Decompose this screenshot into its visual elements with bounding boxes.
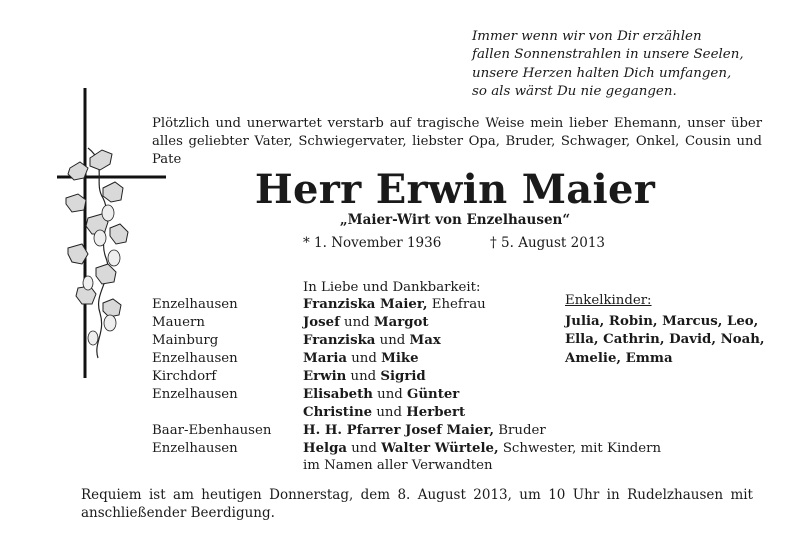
mourner-names: [303, 422, 546, 440]
mourner-row: [152, 386, 772, 404]
life-dates: [303, 235, 605, 251]
mourner-name: Günter: [407, 387, 460, 402]
mourner-row: [152, 422, 772, 440]
mourner-row: [152, 440, 772, 458]
mourner-name: Margot: [373, 315, 429, 330]
mourner-relation: Ehefrau: [427, 297, 486, 312]
mourner-name: Herbert: [406, 405, 466, 420]
birth-date: * 1. November 1936: [303, 235, 442, 251]
mourner-names: [303, 314, 429, 332]
poem-line: Immer wenn wir von Dir erzählen: [472, 29, 702, 44]
mourner-relation: und: [347, 441, 382, 456]
mourner-place: Mainburg: [152, 333, 219, 348]
mourner-relation: und: [375, 333, 410, 348]
mourner-names: [303, 368, 426, 386]
mourner-name: Helga: [303, 441, 347, 456]
intro-text: Plötzlich und unerwartet verstarb auf tragische Weise mein lieber Ehemann, unser über alles geliebter Vater, Schwiegervater, liebster Opa, Bruder, Schwager, Onkel, Cousin und Pate: [152, 116, 762, 167]
mourner-name: Max: [409, 333, 441, 348]
grandchildren-line: Amelie, Emma: [565, 350, 673, 366]
mourner-relation: und: [346, 369, 381, 384]
mourner-names: [303, 296, 486, 314]
mourner-place: Enzelhausen: [152, 297, 238, 312]
mourner-name: Erwin: [303, 369, 347, 384]
mourner-relation: und: [372, 387, 407, 402]
mourner-relation: und: [372, 405, 407, 420]
mourner-relation: Schwester, mit Kindern: [498, 441, 662, 456]
grandchildren-line: Ella, Cathrin, David, Noah,: [565, 332, 765, 348]
poem-line: unsere Herzen halten Dich umfangen,: [472, 65, 732, 81]
mourner-place: Kirchdorf: [152, 369, 217, 384]
mourner-name: Maria: [303, 351, 348, 366]
mourner-relation: und: [339, 315, 374, 330]
mourner-name: Elisabeth: [303, 387, 373, 402]
grandchildren-heading: Enkelkinder:: [565, 293, 652, 308]
mourner-name: Josef: [303, 315, 340, 330]
remaining-relatives: im Namen aller Verwandten: [303, 458, 493, 473]
grandchildren-line: Julia, Robin, Marcus, Leo,: [565, 314, 759, 330]
mourner-relation: und: [347, 351, 382, 366]
mourner-name: Franziska Maier,: [303, 297, 428, 312]
mourner-place: Mauern: [152, 315, 205, 330]
mourner-name: Franziska: [303, 333, 376, 348]
mourner-place: Enzelhausen: [152, 387, 238, 402]
deceased-nickname: „Maier-Wirt von Enzelhausen“: [339, 212, 571, 228]
cross-with-hop-vine-icon: [48, 88, 168, 378]
mourner-name: Christine: [303, 405, 373, 420]
poem: [472, 28, 772, 102]
mourner-name: H. H. Pfarrer Josef Maier,: [303, 423, 495, 438]
deceased-name: Herr Erwin Maier: [254, 166, 656, 213]
mourner-row: [152, 404, 772, 422]
death-date: † 5. August 2013: [490, 235, 605, 251]
mourner-name: Walter Würtele,: [381, 441, 499, 456]
mourner-names: [303, 386, 459, 404]
poem-line: so als wärst Du nie gegangen.: [472, 84, 677, 100]
mourner-row: [152, 368, 772, 386]
mourner-place: Enzelhausen: [152, 351, 238, 366]
mourner-names: [303, 332, 441, 350]
mourner-names: [303, 350, 419, 368]
mourner-names: [303, 440, 661, 458]
requiem-notice: Requiem ist am heutigen Donnerstag, dem 8. August 2013, um 10 Uhr in Rudelzhausen mit anschließender Beerdigung.: [81, 487, 753, 522]
mourner-relation: Bruder: [494, 423, 546, 438]
mourner-name: Sigrid: [380, 369, 426, 384]
thanks-line: In Liebe und Dankbarkeit:: [303, 280, 481, 295]
mourner-names: [303, 404, 465, 422]
mourner-name: Mike: [381, 351, 419, 366]
mourner-place: Baar-Ebenhausen: [152, 423, 272, 438]
grandchildren-block: [565, 292, 770, 368]
poem-line: fallen Sonnenstrahlen in unsere Seelen,: [472, 47, 744, 63]
mourner-place: Enzelhausen: [152, 441, 238, 456]
